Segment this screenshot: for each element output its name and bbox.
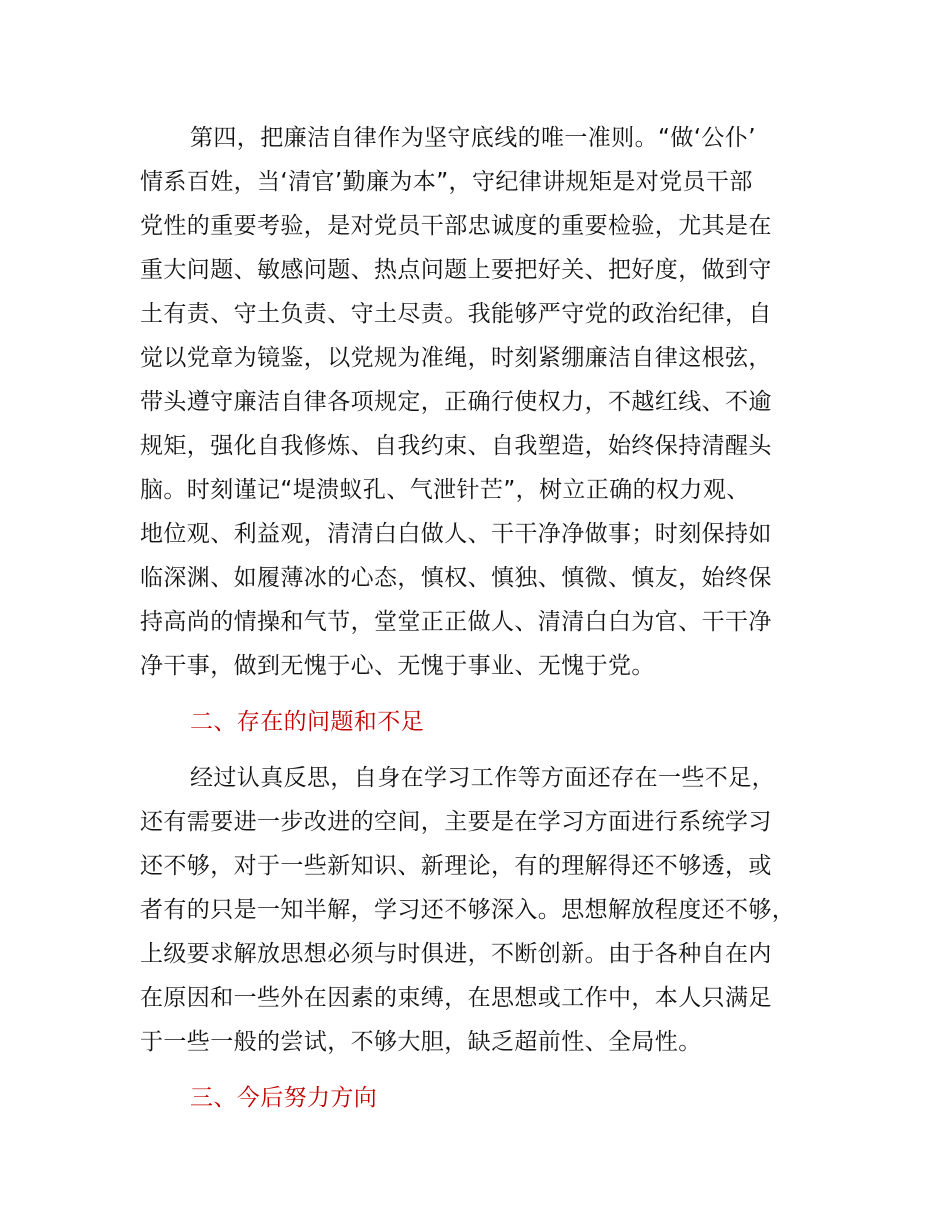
paragraph-line: 重大问题、敏感问题、热点问题上要把好关、把好度，做到守 [140,257,772,283]
paragraph-line: 者有的只是一知半解，学习还不够深入。思想解放程度还不够， [140,897,796,923]
paragraph-line: 净干事，做到无愧于心、无愧于事业、无愧于党。 [140,653,655,679]
paragraph-line: 持高尚的情操和气节，堂堂正正做人、清清白白为官、干干净 [140,609,772,635]
paragraph-line: 党性的重要考验，是对党员干部忠诚度的重要检验，尤其是在 [140,213,772,239]
paragraph-line: 于一些一般的尝试，不够大胆，缺乏超前性、全局性。 [140,1029,702,1055]
paragraph-line: 土有责、守土负责、守土尽责。我能够严守党的政治纪律，自 [140,301,772,327]
paragraph-line: 在原因和一些外在因素的束缚，在思想或工作中，本人只满足 [140,985,772,1011]
paragraph-line: 临深渊、如履薄冰的心态，慎权、慎独、慎微、慎友，始终保 [140,565,772,591]
paragraph-line: 情系百姓，当‘清官’勤廉为本”，守纪律讲规矩是对党员干部 [140,169,753,195]
paragraph-line: 觉以党章为镜鉴，以党规为准绳，时刻紧绷廉洁自律这根弦， [140,345,772,371]
paragraph-line: 还有需要进一步改进的空间，主要是在学习方面进行系统学习 [140,809,772,835]
section-heading-problems: 二、存在的问题和不足 [190,709,424,735]
paragraph-line: 带头遵守廉洁自律各项规定，正确行使权力，不越红线、不逾 [140,389,772,415]
paragraph-line: 经过认真反思，自身在学习工作等方面还存在一些不足， [190,765,775,791]
paragraph-line: 还不够，对于一些新知识、新理论，有的理解得还不够透，或 [140,853,772,879]
paragraph-line: 地位观、利益观，清清白白做人、干干净净做事；时刻保持如 [140,521,772,547]
paragraph-line: 脑。时刻谨记“堤溃蚁孔、气泄针芒”，树立正确的权力观、 [140,477,750,503]
paragraph-line: 上级要求解放思想必须与时俱进，不断创新。由于各种自在内 [140,941,772,967]
paragraph-line: 第四，把廉洁自律作为坚守底线的唯一准则。“做‘公仆’ [190,125,756,151]
section-heading-future: 三、今后努力方向 [190,1085,378,1111]
paragraph-line: 规矩，强化自我修炼、自我约束、自我塑造，始终保持清醒头 [140,433,772,459]
